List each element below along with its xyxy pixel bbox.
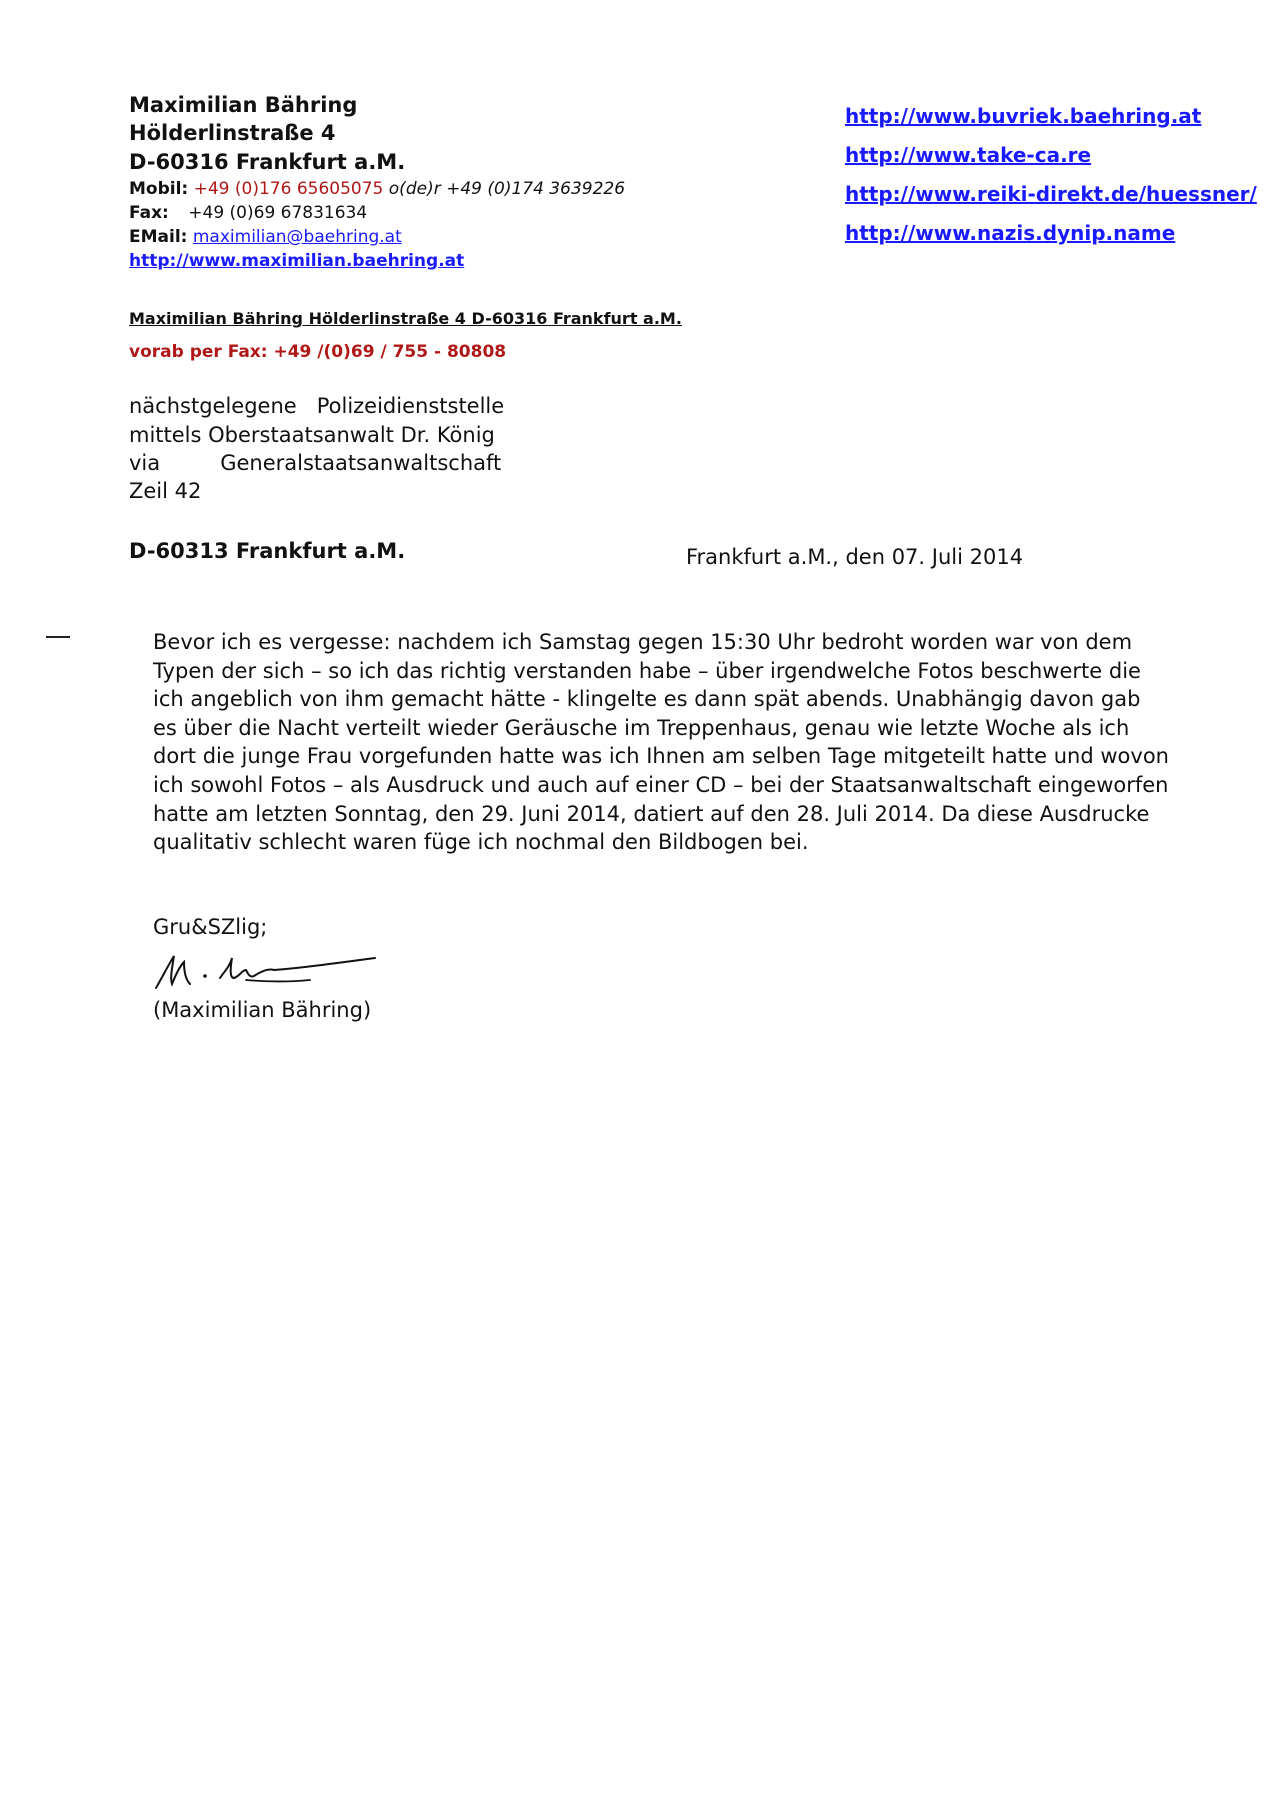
fax-label: Fax:: [129, 203, 169, 223]
recipient-city: D-60313 Frankfurt a.M.: [129, 539, 406, 563]
mobile-line: [129, 178, 625, 200]
body-line: ich angeblich von ihm gemacht hätte - klingelte es dann spät abends. Unabhängig davon gab: [153, 687, 1141, 712]
body-line: Typen der sich – so ich das richtig verstanden habe – über irgendwelche Fotos beschwerte die: [153, 658, 1141, 683]
mobile-or: o(de)r: [388, 179, 441, 199]
sender-city: D-60316 Frankfurt a.M.: [129, 150, 406, 174]
recipient-line-2: mittels Oberstaatsanwalt Dr. König: [129, 423, 495, 447]
body-line: dort die junge Frau vorgefunden hatte was ich Ihnen am selben Tage mitgeteilt hatte und wovon: [153, 744, 1169, 769]
fax-note: vorab per Fax: +49 /(0)69 / 755 - 80808: [129, 342, 507, 362]
recipient-line-1: nächstgelegene Polizeidienststelle: [129, 394, 505, 418]
body-line: hatte am letzten Sonntag, den 29. Juni 2014, datiert auf den 28. Juli 2014. Da diese Ausdrucke: [153, 801, 1150, 826]
recipient-line-4: Zeil 42: [129, 479, 202, 503]
fold-mark: [46, 636, 70, 638]
body-line: qualitativ schlecht waren füge ich nochmal den Bildbogen bei.: [153, 830, 809, 855]
external-link-2[interactable]: http://www.take-ca.re: [845, 143, 1092, 167]
return-address: Maximilian Bähring Hölderlinstraße 4 D-60316 Frankfurt a.M.: [129, 309, 682, 328]
website-link[interactable]: http://www.maximilian.baehring.at: [129, 251, 465, 271]
signer-name: (Maximilian Bähring): [153, 998, 372, 1022]
external-link-1[interactable]: http://www.buvriek.baehring.at: [845, 104, 1202, 128]
mobile-number-1: +49 (0)176 65605075: [193, 179, 384, 199]
fax-line: [129, 202, 367, 224]
letter-date: Frankfurt a.M., den 07. Juli 2014: [686, 545, 1024, 569]
email-link[interactable]: maximilian@baehring.at: [192, 227, 402, 247]
mobile-label: Mobil:: [129, 179, 189, 199]
body-line: Bevor ich es vergesse: nachdem ich Samstag gegen 15:30 Uhr bedroht worden war von dem: [153, 630, 1133, 654]
letter-body: [153, 628, 1169, 857]
email-label: EMail:: [129, 227, 188, 247]
mobile-number-2: +49 (0)174 3639226: [446, 179, 626, 199]
handwritten-signature: [150, 944, 390, 996]
body-line: es über die Nacht verteilt wieder Geräusche im Treppenhaus, genau wie letzte Woche als ich: [153, 715, 1130, 740]
external-link-3[interactable]: http://www.reiki-direkt.de/huessner/: [845, 182, 1257, 206]
body-line: ich sowohl Fotos – als Ausdruck und auch auf einer CD – bei der Staatsanwaltschaft eingeworfen: [153, 772, 1169, 797]
recipient-line-3: via Generalstaatsanwaltschaft: [129, 451, 502, 475]
website-line: [129, 250, 464, 272]
fax-number: +49 (0)69 67831634: [188, 203, 368, 223]
sender-name: Maximilian Bähring: [129, 93, 358, 117]
external-link-4[interactable]: http://www.nazis.dynip.name: [845, 221, 1176, 245]
closing-greeting: Gru&SZlig;: [153, 915, 268, 939]
sender-street: Hölderlinstraße 4: [129, 121, 336, 145]
email-line: [129, 226, 402, 248]
